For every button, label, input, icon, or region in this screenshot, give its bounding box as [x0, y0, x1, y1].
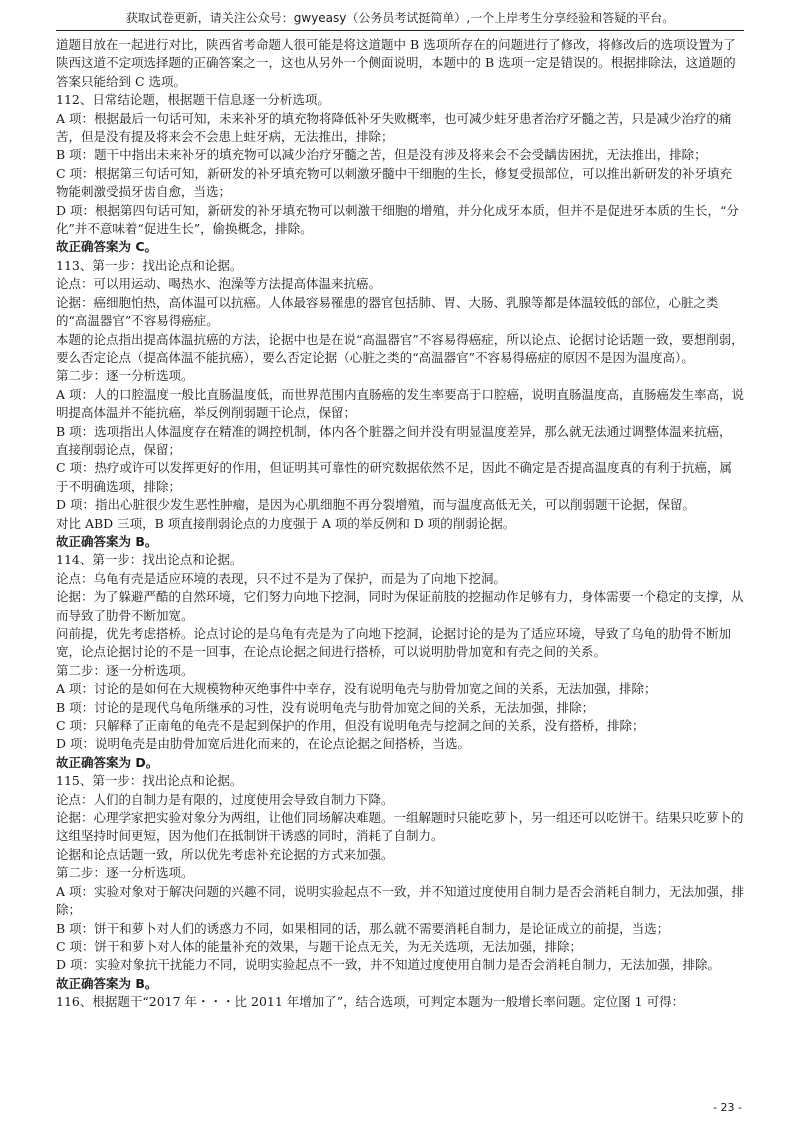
text-paragraph: 第二步：逐一分析选项。 — [56, 662, 194, 678]
text-paragraph: 论点：人们的自制力是有限的，过度使用会导致自制力下降。 — [56, 791, 394, 807]
text-paragraph: 第二步：逐一分析选项。 — [56, 865, 194, 881]
option-analysis: C 项：只解释了正南龟的龟壳不是起到保护的作用，但没有说明龟壳与挖洞之间的关系，没有搭桥，排除； — [56, 718, 645, 734]
option-analysis: D 项：说明龟壳是由肋骨加宽后进化而来的，在论点论据之间搭桥，当选。 — [56, 736, 470, 752]
option-analysis: B 项：题干中指出未来补牙的填充物可以减少治疗牙髓之苦，但是没有涉及将来会不会受龋齿困扰，无法推出，排除； — [56, 147, 707, 163]
text-paragraph: 论据和论点话题一致，所以优先考虑补充论据的方式来加强。 — [56, 846, 394, 862]
option-analysis: B 项：讨论的是现代乌龟所继承的习性，没有说明龟壳与肋骨加宽之间的关系，无法加强，排除； — [56, 699, 595, 715]
question-heading: 113、第一步：找出论点和论据。 — [56, 257, 243, 273]
document-body — [56, 36, 744, 1092]
option-analysis: C 项：热疗或许可以发挥更好的作用，但证明其可靠性的研究数据依然不足，因此不确定是否提高温度真的有利于抗癌，属于不明确选项，排除； — [56, 460, 733, 494]
question-heading: 115、第一步：找出论点和论据。 — [56, 773, 243, 789]
option-analysis: A 项：实验对象对于解决问题的兴趣不同，说明实验起点不一致，并不知道过度使用自制力是否会消耗自制力，无法加强，排除； — [56, 883, 744, 918]
option-analysis: A 项：根据最后一句话可知，未来补牙的填充物将降低补牙失败概率，也可减少蛀牙患者治疗牙髓之苦，只是减少治疗的痛苦，但是没有提及将来会不会患上蛀牙病，无法推出，排除； — [56, 110, 732, 145]
text-paragraph: 本题的论点指出提高体温抗癌的方法，论据中也是在说“高温器官”不容易得癌症，所以论点、论据讨论话题一致，要想削弱，要么否定论点（提高体温不能抗癌），要么否定论据（心脏之类的“高温器官”不容易得癌症的原因不是因为温度高）。 — [56, 331, 744, 365]
question-heading: 112、日常结论题，根据题干信息逐一分析选项。 — [56, 92, 330, 108]
text-paragraph: 论据：为了躲避严酷的自然环境，它们努力向地下挖洞，同时为保证前肢的挖掘动作足够有力，身体需要一个稳定的支撑，从而导致了肋骨不断加宽。 — [56, 589, 744, 623]
text-paragraph: 道题目放在一起进行对比，陕西省考命题人很可能是将这道题中 B 选项所存在的问题进行了修改，将修改后的选项设置为了陕西这道不定项选择题的正确答案之一，这也从另外一个侧面说明，本题中的 B 选项一定是错误的。根据排除法，这道题的答案只能给到 C 选项。 — [56, 37, 736, 89]
text-paragraph: 问前提，优先考虑搭桥。论点讨论的是乌龟有壳是为了向地下挖洞，论据讨论的是为了适应环境，导致了乌龟的肋骨不断加宽，论点论据讨论的不是一回事，在论点论据之间进行搭桥，可以说明肋骨加宽和有壳之间的关系。 — [56, 626, 732, 660]
answer-line: 故正确答案为 D。 — [56, 754, 159, 770]
answer-line: 故正确答案为 C。 — [56, 239, 158, 255]
option-analysis: C 项：饼干和萝卜对人体的能量补充的效果，与题干论点无关，为无关选项，无法加强，排除； — [56, 938, 583, 954]
text-paragraph: 论点：乌龟有壳是适应环境的表现，只不过不是为了保护，而是为了向地下挖洞。 — [56, 570, 507, 586]
text-paragraph: 论点：可以用运动、喝热水、泡澡等方法提高体温来抗癌。 — [56, 276, 382, 292]
option-analysis: D 项：根据第四句话可知，新研发的补牙填充物可以刺激干细胞的增殖，并分化成牙本质，但并不是促进牙本质的生长，“分化”并不意味着“促进生长”，偷换概念，排除。 — [56, 202, 739, 237]
option-analysis: B 项：饼干和萝卜对人们的诱惑力不同，如果相同的话，那么就不需要消耗自制力，是论证成立的前提，当选； — [56, 920, 670, 936]
option-analysis: A 项：讨论的是如何在大规模物种灭绝事件中幸存，没有说明龟壳与肋骨加宽之间的关系，无法加强，排除； — [56, 681, 657, 697]
question-heading: 114、第一步：找出论点和论据。 — [56, 552, 243, 568]
option-analysis: A 项：人的口腔温度一般比直肠温度低，而世界范围内直肠癌的发生率要高于口腔癌，说明直肠温度高，直肠癌发生率高，说明提高体温并不能抗癌，举反例削弱题干论点，保留； — [56, 386, 744, 421]
option-analysis: C 项：根据第三句话可知，新研发的补牙填充物可以刺激牙髓中干细胞的生长，修复受损部位，可以推出新研发的补牙填充物能刺激受损牙齿自愈，当选； — [56, 165, 733, 200]
option-analysis: B 项：选项指出人体温度存在精准的调控机制，体内各个脏器之间并没有明显温度差异，那么就无法通过调整体温来抗癌，直接削弱论点，保留； — [56, 423, 732, 457]
page-number: - 23 - — [713, 1101, 742, 1114]
question-heading: 116、根据题干“2017 年・・・比 2011 年增加了”，结合选项，可判定本题为一般增长率问题。定位图 1 可得： — [56, 994, 685, 1010]
page-header: 获取试卷更新，请关注公众号：gwyeasy（公务员考试挺简单）,一个上岸考生分享经验和答疑的平台。 — [56, 8, 744, 31]
text-paragraph: 第二步：逐一分析选项。 — [56, 368, 194, 384]
text-paragraph: 对比 ABD 三项，B 项直接削弱论点的力度强于 A 项的举反例和 D 项的削弱论据。 — [56, 515, 516, 531]
option-analysis: D 项：实验对象抗干扰能力不同，说明实验起点不一致，并不知道过度使用自制力是否会消耗自制力，无法加强，排除。 — [56, 957, 720, 973]
text-paragraph: 论据：癌细胞怕热，高体温可以抗癌。人体最容易罹患的器官包括肺、胃、大肠、乳腺等都是体温较低的部位，心脏之类的“高温器官”不容易得癌症。 — [56, 294, 719, 329]
answer-line: 故正确答案为 B。 — [56, 975, 158, 991]
answer-line: 故正确答案为 B。 — [56, 533, 158, 549]
option-analysis: D 项：指出心脏很少发生恶性肿瘤，是因为心肌细胞不再分裂增殖，而与温度高低无关，可以削弱题干论据，保留。 — [56, 497, 695, 513]
text-paragraph: 论据：心理学家把实验对象分为两组，让他们同场解决难题。一组解题时只能吃萝卜，另一组还可以吃饼干。结果只吃萝卜的这组坚持时间更短，因为他们在抵制饼干诱惑的同时，消耗了自制力。 — [56, 810, 744, 844]
